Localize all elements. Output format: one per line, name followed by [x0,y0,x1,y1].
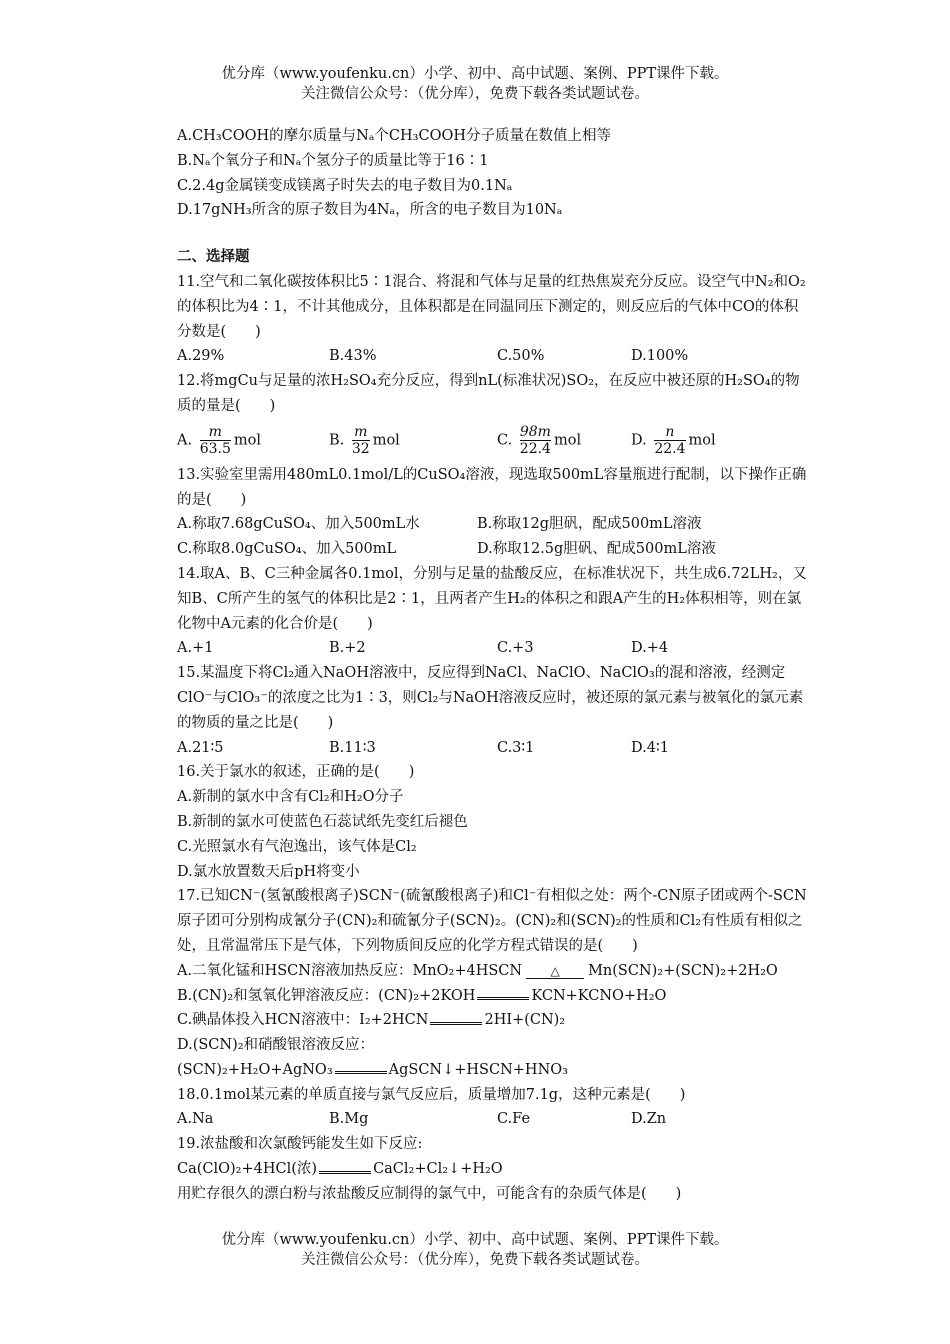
q19-eq-left: Ca(ClO)₂+4HCl(浓) [177,1161,318,1178]
q12-option-c [497,424,631,457]
q12-a-label: A. [177,432,193,449]
q14-option-a: A.+1 [177,640,214,657]
q18-options [177,1107,807,1132]
q19-tail: 用贮存很久的漂白粉与浓盐酸反应制得的氯气中，可能含有的杂质气体是( ) [177,1185,682,1202]
q17-a-right: Mn(SCN)₂+(SCN)₂+2H₂O [588,962,778,979]
q18-option-b: B.Mg [329,1111,369,1128]
page-header [0,64,950,104]
q16-option-c: C.光照氯水有气泡逸出，该气体是Cl₂ [177,838,417,855]
q17-d-right: AgSCN↓+HSCN+HNO₃ [388,1061,568,1078]
q13-option-b: B.称取12g胆矾，配成500mL溶液 [477,516,702,533]
q15-stem-text: 15.某温度下将Cl₂通入NaOH溶液中，反应得到NaCl、NaClO、NaClO₃的混和溶液，经测定ClO⁻与ClO₃⁻的浓度之比为1∶3，则Cl₂与NaOH溶液反应时，被还原的氯元素与被氧化的氯元素的物质的量之比是( ) [177,665,804,731]
q10-option-d: D.17gNH₃所含的原子数目为4Nₐ，所含的电子数目为10Nₐ [177,202,563,219]
q17-a-heat-condition: △ [526,964,584,979]
q17-option-b [177,984,807,1009]
q14-option-c: C.+3 [497,640,534,657]
q12-b-label: B. [329,432,345,449]
q13-options-row2 [177,537,807,562]
header-line-2: 关注微信公众号：（优分库），免费下载各类试题试卷。 [301,86,649,102]
q13-options-row1 [177,512,807,537]
q14-option-b: B.+2 [329,640,366,657]
q11-stem-text: 11.空气和二氧化碳按体积比5∶1混合、将混和气体与足量的红热焦炭充分反应。设空气中N₂和O₂的体积比为4∶1，不计其他成分，且体积都是在同温同压下测定的，则反应后的气体中CO的体积分数是( ) [177,273,806,340]
q17-d-equals-sign [335,1065,387,1074]
q17-a-left: A.二氧化锰和HSCN溶液加热反应：MnO₂+4HSCN [177,962,523,979]
q13-stem-text: 13.实验室里需用480mL0.1mol/L的CuSO₄溶液，现选取500mL容量瓶进行配制，以下操作正确的是( ) [177,466,807,508]
q15-options [177,736,807,761]
q17-b-equals-sign [477,991,529,1000]
q16-stem: 16.关于氯水的叙述，正确的是( ) [177,764,415,781]
q19-equals-sign [319,1165,371,1174]
q17-b-right: KCN+KCNO+H₂O [531,987,667,1004]
q17-option-a [177,959,807,984]
q12-option-b [329,424,497,457]
q17-b-left: B.(CN)₂和氢氧化钾溶液反应：(CN)₂+2KOH [177,987,476,1004]
q17-c-left: C.碘晶体投入HCN溶液中：I₂+2HCN [177,1012,429,1029]
q17-stem-text: 17.已知CN⁻(氢氰酸根离子)SCN⁻(硫氰酸根离子)和Cl⁻有相似之处：两个-CN原子团或两个-SCN原子团可分别构成氰分子(CN)₂和硫氰分子(SCN)₂。(CN)₂和(SCN)₂的性质和Cl₂有性质有相似之处，且常温常压下是气体，下列物质间反应的化学方程式错误的是( ) [177,888,807,954]
q19-eq-right: CaCl₂+Cl₂↓+H₂O [373,1161,503,1178]
q12-a-num: m [208,424,222,441]
q12-a-den: 63.5 [199,441,231,458]
q12-c-unit: mol [553,432,582,449]
q12-b-den: 32 [351,441,370,458]
q14-stem-text: 14.取A、B、C三种金属各0.1mol，分别与足量的盐酸反应，在标准状况下，共生成6.72LH₂，又知B、C所产生的氢气的体积比是2∶1，且两者产生H₂的体积之和跟A产生的H₂体积相等，则在氯化物中A元素的化合价是( ) [177,565,807,632]
q11-options [177,344,807,369]
q18-stem: 18.0.1mol某元素的单质直接与氯气反应后，质量增加7.1g，这种元素是( ) [177,1086,686,1103]
q12-a-unit: mol [233,432,261,449]
q13-option-d: D.称取12.5g胆矾、配成500mL溶液 [477,541,716,558]
q13-stem [177,463,807,513]
q12-option-d [631,424,783,457]
q17-c-equals-sign [430,1016,482,1025]
q16-option-b: B.新制的氯水可使蓝色石蕊试纸先变红后褪色 [177,813,468,830]
q12-option-a [177,424,329,457]
q14-stem [177,562,807,636]
q12-d-num: n [665,424,675,441]
q12-c-den: 22.4 [519,441,551,458]
q12-stem-text: 12.将mgCu与足量的浓H₂SO₄充分反应，得到nL(标准状况)SO₂，在反应中被还原的H₂SO₄的物质的量是( ) [177,373,800,414]
q13-option-c: C.称取8.0gCuSO₄、加入500mL [177,541,397,558]
q12-c-fraction [520,424,551,457]
q15-option-a: A.21∶5 [177,739,224,756]
q18-option-d: D.Zn [631,1111,667,1128]
q12-d-unit: mol [688,432,716,449]
section-title: 二、选择题 [177,249,250,266]
q14-option-d: D.+4 [631,640,669,657]
q11-option-d: D.100% [631,348,689,365]
q12-b-fraction [352,424,370,457]
q16-option-a: A.新制的氯水中含有Cl₂和H₂O分子 [177,789,404,806]
q15-option-d: D.4∶1 [631,739,669,756]
q11-option-a: A.29% [177,348,225,365]
q17-stem [177,884,807,958]
q18-option-a: A.Na [177,1111,214,1128]
page-footer [0,1230,950,1270]
q10-option-c: C.2.4g金属镁变成镁离子时失去的电子数目为0.1Nₐ [177,177,513,194]
q17-option-d-equation [177,1058,807,1083]
q15-option-b: B.11∶3 [329,739,376,756]
q12-d-label: D. [631,432,647,449]
q12-d-den: 22.4 [654,441,686,458]
q12-options [177,419,807,463]
q17-option-d: D.(SCN)₂和硝酸银溶液反应： [177,1037,375,1054]
footer-line-2: 关注微信公众号：（优分库），免费下载各类试题试卷。 [301,1252,649,1268]
q12-c-num: 98m [519,424,551,441]
q17-option-c [177,1008,807,1033]
q11-stem [177,270,807,344]
q12-a-fraction [200,424,231,457]
q16-option-d: D.氯水放置数天后pH将变小 [177,863,360,880]
q11-option-c: C.50% [497,348,545,365]
q15-stem [177,661,807,735]
q15-option-c: C.3∶1 [497,739,535,756]
q17-d-left: (SCN)₂+H₂O+AgNO₃ [177,1061,333,1078]
q12-b-unit: mol [372,432,400,449]
header-line-1: 优分库（www.youfenku.cn）小学、初中、高中试题、案例、PPT课件下载。 [221,66,729,82]
q11-option-b: B.43% [329,348,377,365]
q17-c-right: 2HI+(CN)₂ [484,1012,566,1029]
q10-option-a: A.CH₃COOH的摩尔质量与Nₐ个CH₃COOH分子质量在数值上相等 [177,128,611,144]
q12-d-fraction [654,424,685,457]
q12-b-num: m [354,424,368,441]
q19-stem: 19.浓盐酸和次氯酸钙能发生如下反应: [177,1136,423,1153]
q18-option-c: C.Fe [497,1111,531,1128]
q10-option-b: B.Nₐ个氧分子和Nₐ个氢分子的质量比等于16∶1 [177,152,489,169]
q12-c-label: C. [497,432,513,449]
q19-equation [177,1157,807,1182]
footer-line-1: 优分库（www.youfenku.cn）小学、初中、高中试题、案例、PPT课件下载。 [221,1232,729,1248]
exam-content [177,124,807,1207]
q13-option-a: A.称取7.68gCuSO₄、加入500mL水 [177,516,420,533]
q14-options [177,636,807,661]
q12-stem [177,369,807,419]
